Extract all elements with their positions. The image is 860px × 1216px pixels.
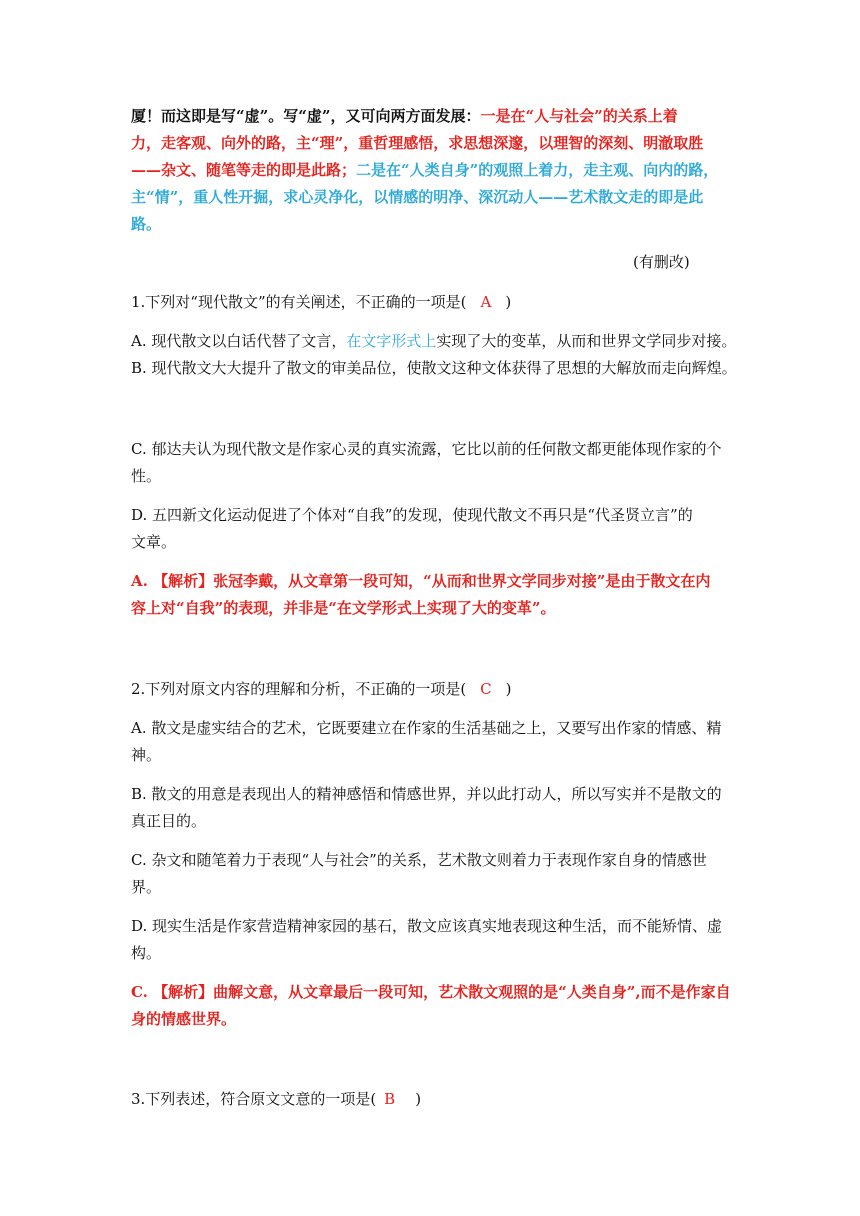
q2-option-c-line-2: 界。	[131, 878, 162, 896]
question-3-answer: B	[384, 1090, 396, 1108]
question-text-close: )	[505, 680, 512, 698]
q1-analysis-line-1: A. 【解析】张冠李戴，从文章第一段可知，“从而和世界文学同步对接”是由于散文在内	[131, 572, 711, 590]
question-text: 2.下列对原文内容的理解和分析，不正确的一项是(	[131, 680, 467, 698]
q2-option-d-line-2: 构。	[131, 944, 162, 962]
q1-option-c-line-2: 性。	[131, 467, 162, 485]
question-2-stem	[131, 676, 512, 702]
question-1-answer: A	[480, 293, 492, 311]
q1-option-d-line-1: D. 五四新文化运动促进了个体对“自我”的发现，使现代散文不再只是“代圣贤立言”的	[131, 506, 693, 524]
q2-option-b-line-1: B. 散文的用意是表现出人的精神感悟和情感世界，并以此打动人，所以写实并不是散文的	[131, 785, 722, 803]
passage-highlight-blue: 二是在“人类自身”的观照上着力，走主观、向内的路，	[356, 161, 719, 179]
q2-option-a-line-2: 神。	[131, 746, 162, 764]
option-text: 实现了大的变革，从而和世界文学同步对接。	[436, 332, 737, 350]
option-text: A. 现代散文以白话代替了文言，	[131, 332, 347, 350]
question-1-stem	[131, 289, 511, 315]
passage-line-4: 主“情”，重人性开掘，求心灵净化，以情感的明净、深沉动人——艺术散文走的即是此	[131, 188, 704, 206]
question-3-stem	[131, 1086, 421, 1112]
q2-option-c-line-1: C. 杂文和随笔着力于表现“人与社会”的关系，艺术散文则着力于表现作家自身的情感世	[131, 851, 707, 869]
q2-option-d-line-1: D. 现实生活是作家营造精神家园的基石，散文应该真实地表现这种生活，而不能矫情、虚	[131, 917, 723, 935]
q1-analysis-line-2: 容上对“自我”的表现，并非是“在文学形式上实现了大的变革”。	[131, 599, 556, 617]
q2-option-a-line-1: A. 散文是虚实结合的艺术，它既要建立在作家的生活基础之上，又要写出作家的情感、精	[131, 719, 722, 737]
passage-line-2: 力，走客观、向外的路，主“理”，重哲理感悟，求思想深邃，以理智的深刻、明澈取胜	[131, 134, 704, 152]
passage-line-1	[131, 103, 678, 129]
q1-option-c-line-1: C. 郁达夫认为现代散文是作家心灵的真实流露，它比以前的任何散文都更能体现作家的个	[131, 440, 722, 458]
q2-option-b-line-2: 真正目的。	[131, 812, 207, 830]
passage-line-3	[131, 157, 718, 183]
q1-option-d-line-2: 文章。	[131, 533, 177, 551]
q1-option-a	[131, 328, 736, 354]
passage-highlight-red: 一是在“人与社会”的关系上着	[480, 107, 678, 125]
question-text: 1.下列对“现代散文”的有关阐述，不正确的一项是(	[131, 293, 467, 311]
passage-line-5: 路。	[131, 215, 162, 233]
question-text-close: )	[415, 1090, 422, 1108]
q2-analysis-line-1: C. 【解析】曲解文意，从文章最后一段可知，艺术散文观照的是“人类自身”,而不是作家自	[131, 983, 731, 1001]
question-2-answer: C	[480, 680, 492, 698]
passage-highlight-red: ——杂文、随笔等走的即是此路；	[131, 161, 357, 179]
question-text: 3.下列表述，符合原文文意的一项是(	[131, 1090, 377, 1108]
option-highlight-blue: 在文字形式上	[346, 332, 437, 350]
q1-option-b: B. 现代散文大大提升了散文的审美品位，使散文这种文体获得了思想的大解放而走向辉煌。	[131, 359, 737, 377]
question-text-close: )	[505, 293, 512, 311]
passage-text: 厦！而这即是写“虚”。写“虚”，又可向两方面发展：	[131, 107, 481, 125]
q2-analysis-line-2: 身的情感世界。	[131, 1010, 237, 1028]
source-note: (有删改)	[633, 253, 690, 271]
